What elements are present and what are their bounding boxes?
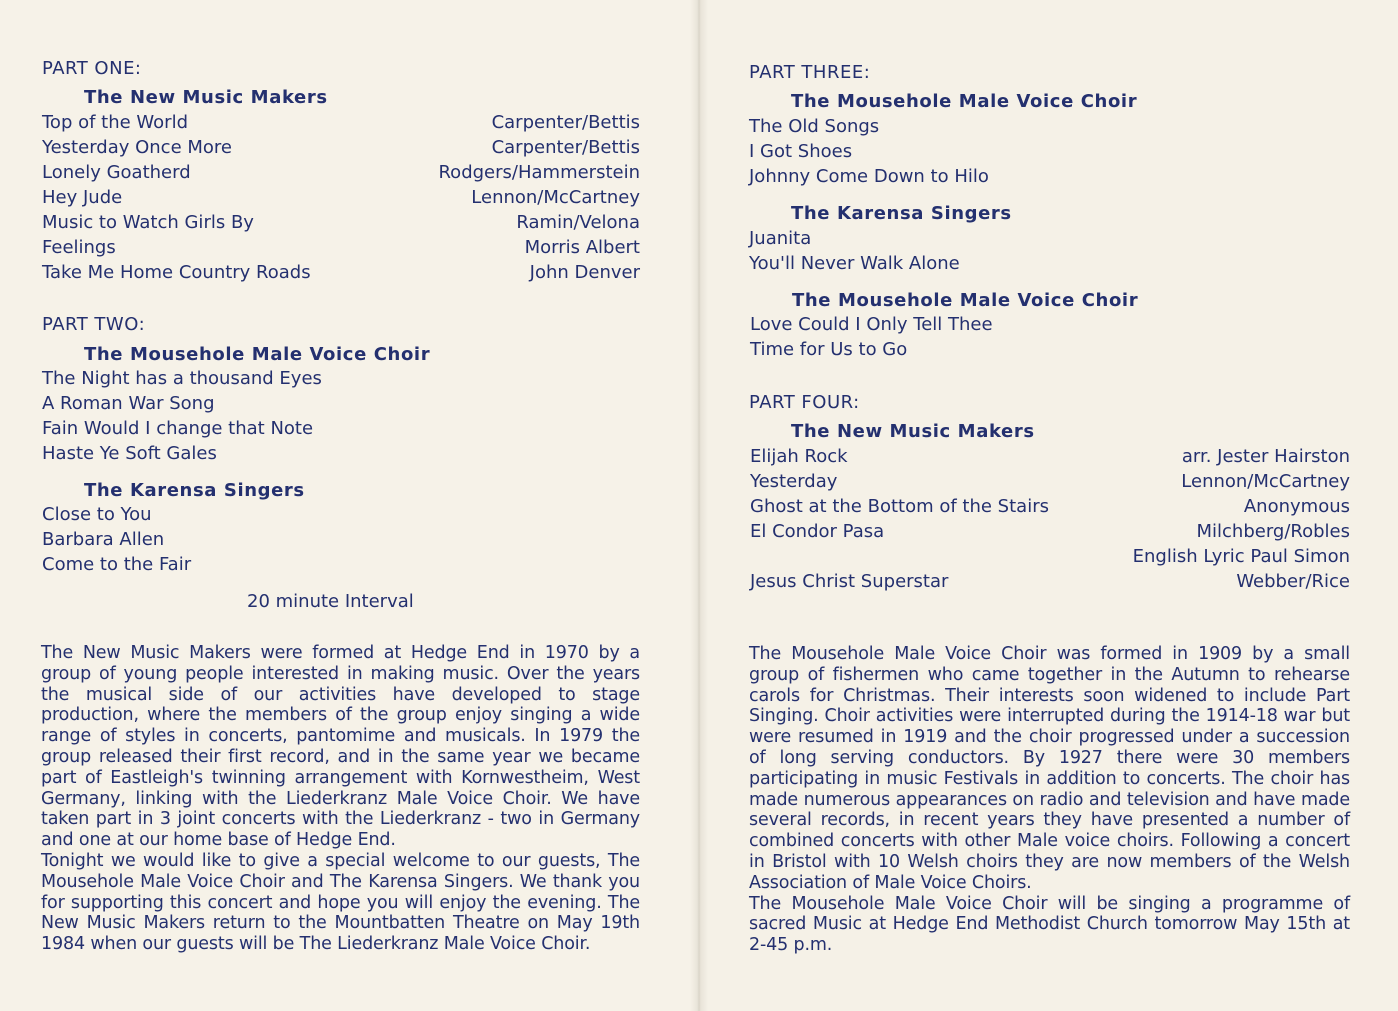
list-item: Juanita <box>749 228 812 249</box>
list-item <box>42 137 640 162</box>
list-item <box>750 496 1350 521</box>
part-three-title: PART THREE: <box>749 62 871 83</box>
part-three-group3-title: The Mousehole Male Voice Choir <box>792 290 1139 311</box>
part-one-group-title: The New Music Makers <box>84 87 328 108</box>
list-item: Time for Us to Go <box>750 339 908 360</box>
composer: Lennon/McCartney <box>471 187 640 208</box>
song-title: Hey Jude <box>42 187 123 208</box>
song-title: Jesus Christ Superstar <box>750 571 949 592</box>
composer: Rodgers/Hammerstein <box>438 162 640 183</box>
paragraph: The Mousehole Male Voice Choir was formed in 1909 by a small group of fishermen who came together in the Autumn to rehearse carols for Christmas. Their interests soon widened to include Part Singing. Choir activities were interrupted during the 1914-18 war but were resumed in 1919 and the choir progressed under a succession of long serving conductors. By 1927 there were 30 members participating in music Festivals in addition to concerts. The choir has made numerous appearances on radio and television and have made several records, in recent years they have presented a number of combined concerts with other Male voice choirs. Following a concert in Bristol with 10 Welsh choirs they are now members of the Welsh Association of Male Voice Choirs. <box>749 644 1350 893</box>
list-item: Fain Would I change that Note <box>42 418 314 439</box>
composer: arr. Jester Hairston <box>1181 446 1350 467</box>
right-page <box>699 0 1398 1011</box>
composer: Carpenter/Bettis <box>491 137 640 158</box>
part-two-group2-title: The Karensa Singers <box>84 480 305 501</box>
page-fold <box>690 0 708 1011</box>
part-two-group1-title: The Mousehole Male Voice Choir <box>84 344 431 365</box>
left-description <box>41 643 640 955</box>
composer: Morris Albert <box>524 237 640 258</box>
composer: John Denver <box>529 262 640 283</box>
list-item <box>42 187 640 212</box>
composer: Milchberg/Robles <box>1196 521 1350 542</box>
list-item <box>750 521 1350 546</box>
song-title: Ghost at the Bottom of the Stairs <box>750 496 1049 517</box>
list-item: Close to You <box>42 504 152 525</box>
song-title: El Condor Pasa <box>750 521 885 542</box>
list-item <box>42 112 640 137</box>
list-item: You'll Never Walk Alone <box>749 253 960 274</box>
right-description <box>749 644 1350 956</box>
paragraph: The Mousehole Male Voice Choir will be singing a programme of sacred Music at Hedge End Methodist Church tomorrow May 15th at 2-45 p.m. <box>749 893 1350 956</box>
part-four-group-title: The New Music Makers <box>791 421 1035 442</box>
interval-note: 20 minute Interval <box>247 591 414 612</box>
composer: Carpenter/Bettis <box>491 112 640 133</box>
song-title: Yesterday <box>750 471 838 492</box>
list-item <box>750 571 1350 596</box>
composer: Anonymous <box>1243 496 1350 517</box>
list-item <box>750 546 1350 571</box>
list-item: Haste Ye Soft Gales <box>42 443 217 464</box>
list-item: Come to the Fair <box>42 554 192 575</box>
part-three-group1-title: The Mousehole Male Voice Choir <box>791 91 1138 112</box>
list-item: The Night has a thousand Eyes <box>42 368 322 389</box>
composer: Webber/Rice <box>1236 571 1350 592</box>
paragraph: The New Music Makers were formed at Hedge End in 1970 by a group of young people interested in making music. Over the years the musical side of our activities have developed to stage production, where the members of the group enjoy singing a wide range of styles in concerts, pantomime and musicals. In 1979 the group released their first record, and in the same year we became part of Eastleigh's twinning arrangement with Kornwestheim, West Germany, linking with the Liederkranz Male Voice Choir. We have taken part in 3 joint concerts with the Liederkranz - two in Germany and one at our home base of Hedge End. <box>41 643 640 851</box>
song-title: Take Me Home Country Roads <box>42 262 311 283</box>
song-title: Yesterday Once More <box>42 137 232 158</box>
part-three-group2-title: The Karensa Singers <box>791 203 1012 224</box>
list-item: Love Could I Only Tell Thee <box>750 314 993 335</box>
list-item <box>42 162 640 187</box>
composer: Ramin/Velona <box>516 212 640 233</box>
list-item <box>750 471 1350 496</box>
song-title: Top of the World <box>42 112 189 133</box>
song-title: Elijah Rock <box>750 446 848 467</box>
list-item <box>42 237 640 262</box>
paragraph: Tonight we would like to give a special welcome to our guests, The Mousehole Male Voice Choir and The Karensa Singers. We thank you for supporting this concert and hope you will enjoy the evening. The New Music Makers return to the Mountbatten Theatre on May 19th 1984 when our guests will be The Liederkranz Male Voice Choir. <box>41 850 640 955</box>
song-title: Lonely Goatherd <box>42 162 191 183</box>
song-title: Music to Watch Girls By <box>42 212 254 233</box>
list-item: The Old Songs <box>749 116 880 137</box>
part-two-title: PART TWO: <box>42 314 146 335</box>
list-item: Barbara Allen <box>42 529 165 550</box>
composer: English Lyric Paul Simon <box>1132 546 1350 567</box>
list-item <box>42 262 640 287</box>
list-item: Johnny Come Down to Hilo <box>749 166 989 187</box>
part-four-title: PART FOUR: <box>749 392 860 413</box>
composer: Lennon/McCartney <box>1181 471 1350 492</box>
song-title: Feelings <box>42 237 116 258</box>
list-item <box>42 212 640 237</box>
list-item: A Roman War Song <box>42 393 215 414</box>
list-item <box>750 446 1350 471</box>
list-item: I Got Shoes <box>749 141 853 162</box>
part-one-title: PART ONE: <box>42 58 142 79</box>
